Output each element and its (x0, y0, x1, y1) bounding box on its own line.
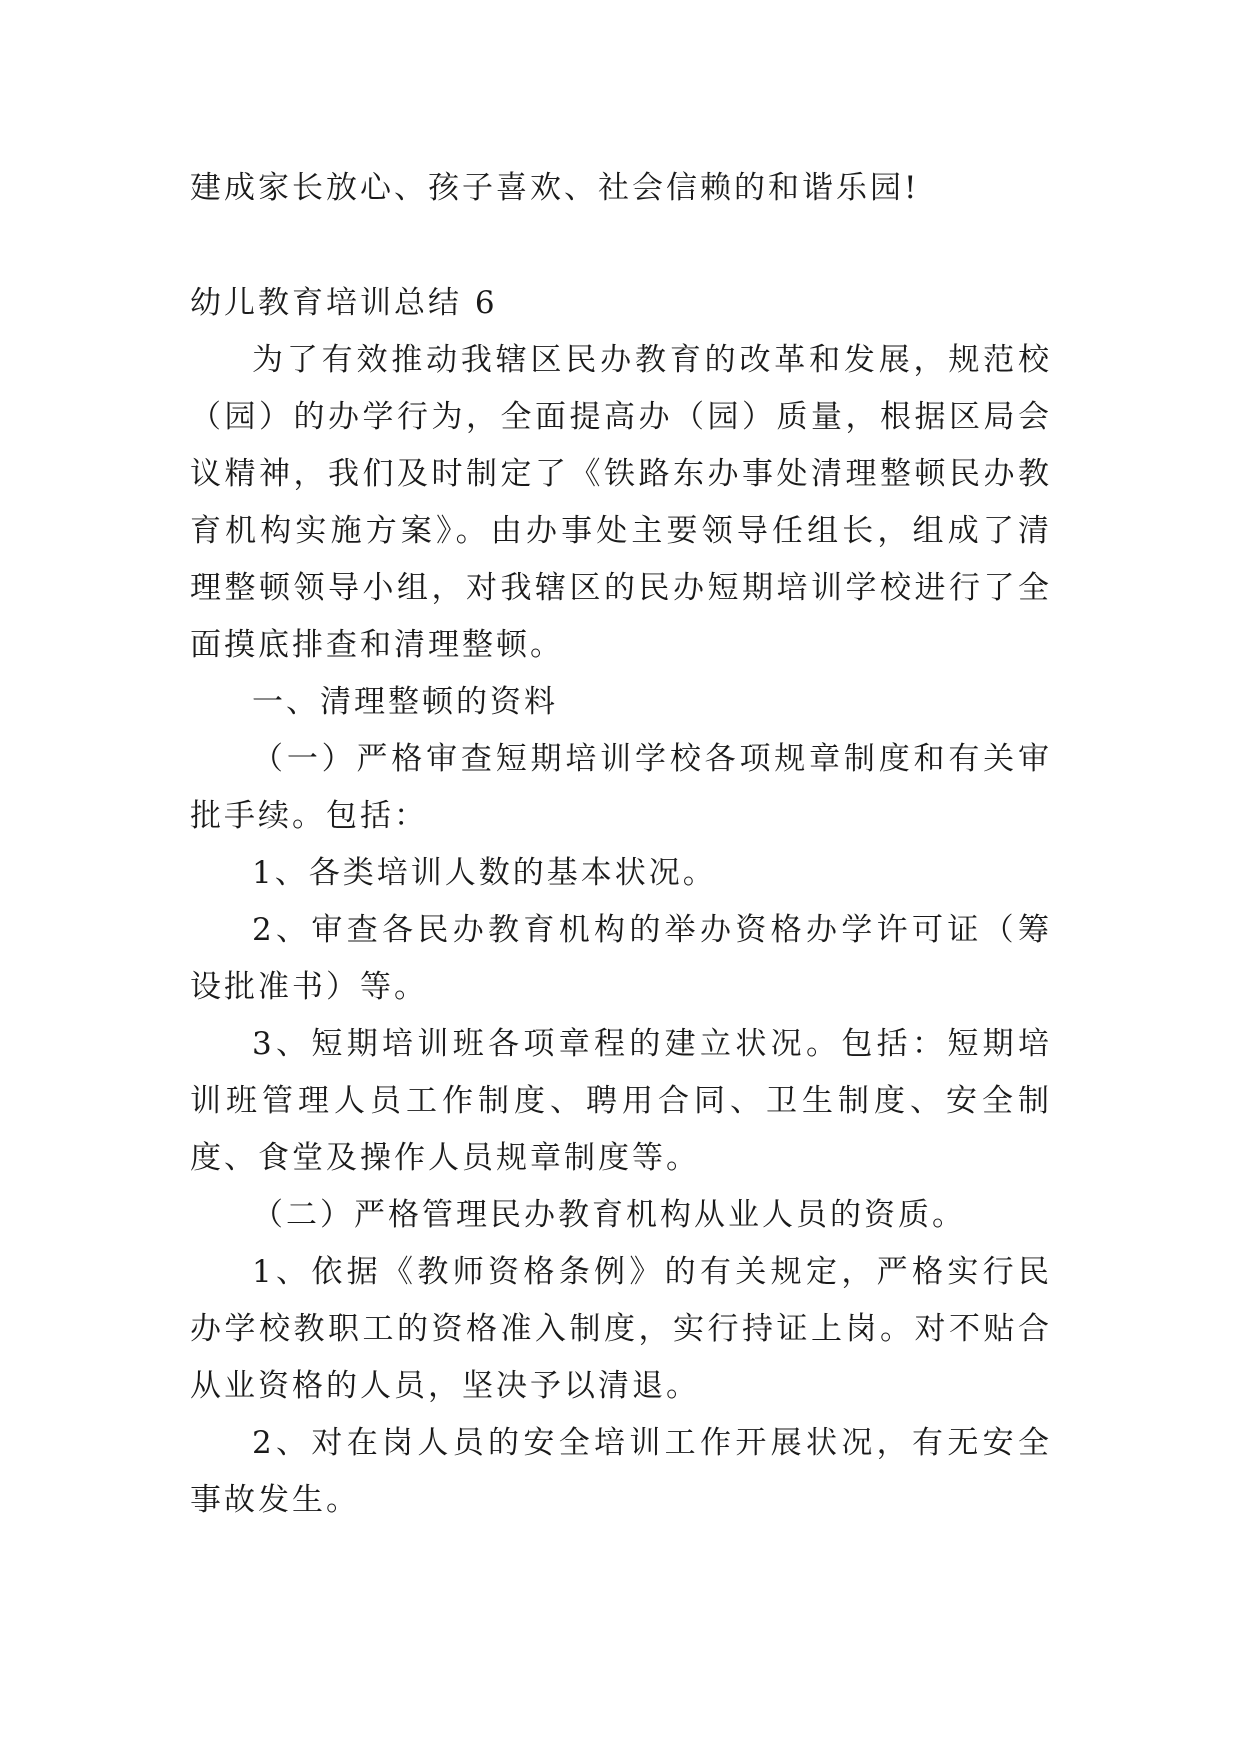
paragraph-item-1: 1、各类培训人数的基本状况。 (252, 855, 717, 891)
paragraph-intro: 为了有效推动我辖区民办教育的改革和发展，规范校（园）的办学行为，全面提高办（园）质量，根据区局会议精神，我们及时制定了《铁路东办事处清理整顿民办教育机构实施方案》。由办事处主要领导任组长，组成了清理整顿领导小组，对我辖区的民办短期培训学校进行了全面摸底排查和清理整顿。 (190, 342, 1052, 663)
paragraph-item-5: 2、对在岗人员的安全培训工作开展状况，有无安全事故发生。 (190, 1425, 1052, 1518)
paragraph-heading-1: 一、清理整顿的资料 (252, 684, 558, 720)
paragraph-subheading-2: （二）严格管理民办教育机构从业人员的资质。 (252, 1197, 966, 1233)
paragraph-item-2: 2、审查各民办教育机构的举办资格办学许可证（筹设批准书）等。 (190, 912, 1052, 1005)
paragraph-item-4: 1、依据《教师资格条例》的有关规定，严格实行民办学校教职工的资格准入制度，实行持证上岗。对不贴合从业资格的人员，坚决予以清退。 (190, 1254, 1052, 1404)
paragraph-item-3: 3、短期培训班各项章程的建立状况。包括：短期培训班管理人员工作制度、聘用合同、卫生制度、安全制度、食堂及操作人员规章制度等。 (190, 1026, 1052, 1176)
section-body (190, 275, 1052, 1529)
paragraph-subheading-1: （一）严格审查短期培训学校各项规章制度和有关审批手续。包括： (190, 741, 1052, 834)
closing-sentence: 建成家长放心、孩子喜欢、社会信赖的和谐乐园! (190, 170, 920, 206)
continuation-text (190, 160, 1052, 217)
section-title: 幼儿教育培训总结 6 (190, 285, 498, 321)
